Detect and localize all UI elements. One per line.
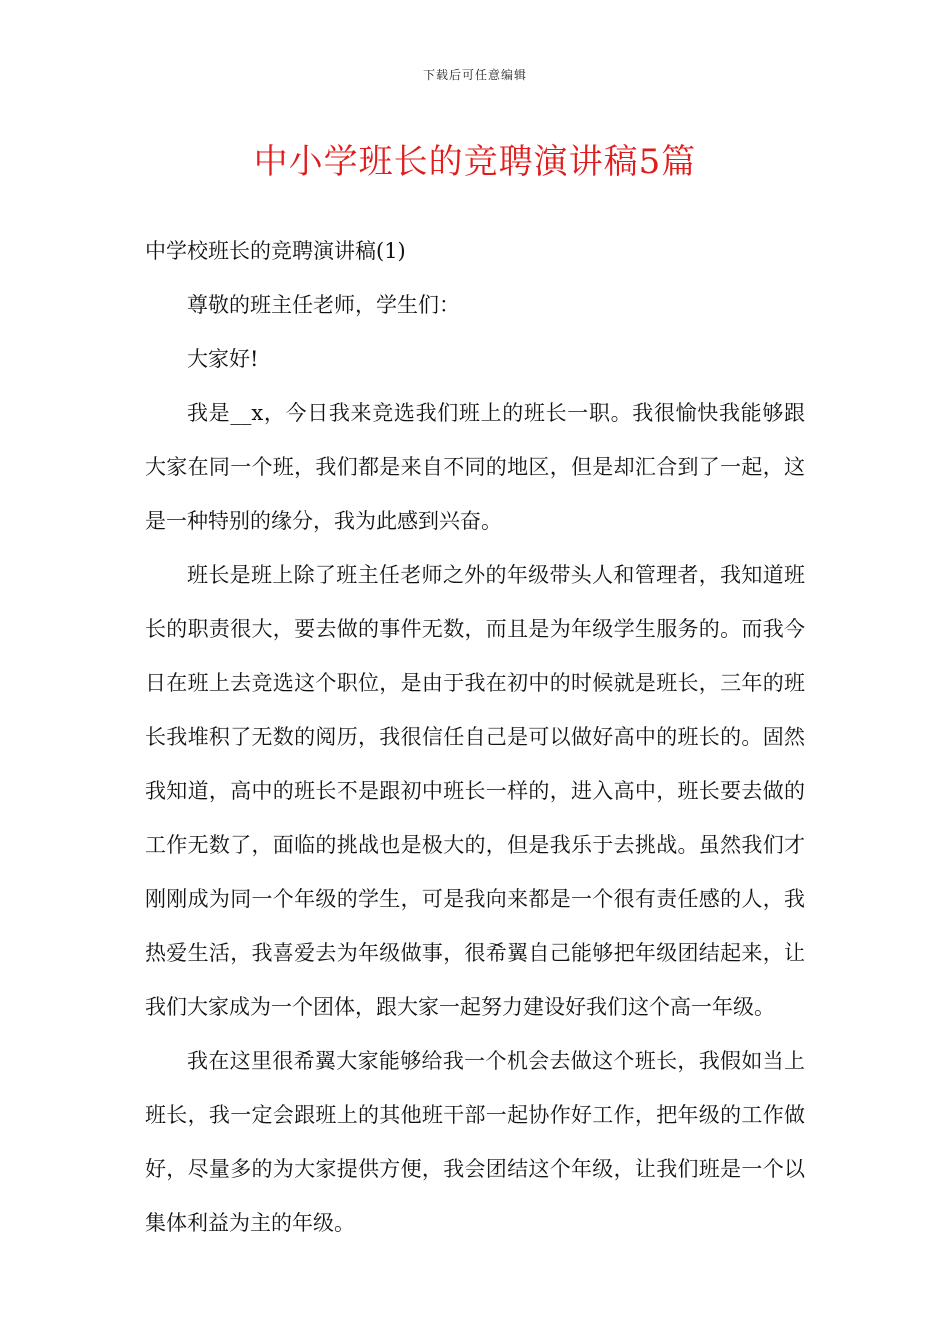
body-paragraph: 班长是班上除了班主任老师之外的年级带头人和管理者，我知道班长的职责很大，要去做的事件无数，而且是为年级学生服务的。而我今日在班上去竞选这个职位，是由于我在初中的时候就是班长，三年的班长我堆积了无数的阅历，我很信任自己是可以做好高中的班长的。固然我知道，高中的班长不是跟初中班长一样的，进入高中，班长要去做的工作无数了，面临的挑战也是极大的，但是我乐于去挑战。虽然我们才刚刚成为同一个年级的学生，可是我向来都是一个很有责任感的人，我热爱生活，我喜爱去为年级做事，很希翼自己能够把年级团结起来，让我们大家成为一个团体，跟大家一起努力建设好我们这个高一年级。 [145, 563, 805, 1019]
greeting-paragraph: 大家好! [187, 347, 259, 371]
document-body [145, 224, 805, 1250]
section-heading: 中学校班长的竞聘演讲稿(1) [145, 239, 406, 263]
document-title: 中小学班长的竞聘演讲稿5篇 [253, 142, 697, 182]
body-paragraph: 我是__x，今日我来竞选我们班上的班长一职。我很愉快我能够跟大家在同一个班，我们都是来自不同的地区，但是却汇合到了一起，这是一种特别的缘分，我为此感到兴奋。 [145, 401, 805, 533]
page-header-note: 下载后可任意编辑 [422, 68, 527, 82]
body-paragraph: 我在这里很希翼大家能够给我一个机会去做这个班长，我假如当上班长，我一定会跟班上的其他班干部一起协作好工作，把年级的工作做好，尽量多的为大家提供方便，我会团结这个年级，让我们班是一个以集体利益为主的年级。 [145, 1049, 805, 1235]
salutation-paragraph: 尊敬的班主任老师，学生们： [187, 293, 460, 317]
